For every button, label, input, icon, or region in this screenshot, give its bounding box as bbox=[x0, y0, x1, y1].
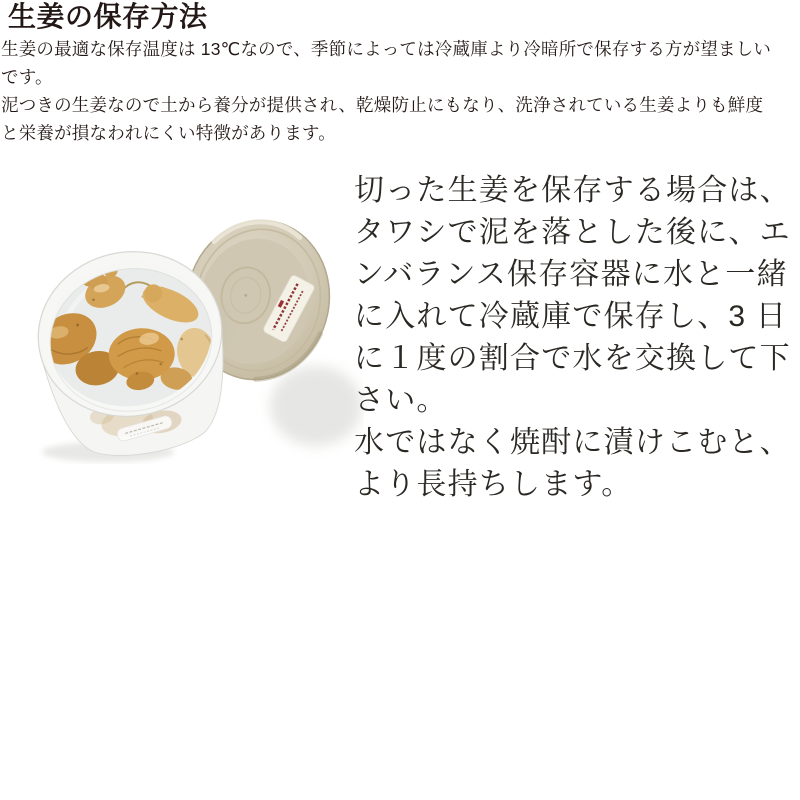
page-title: 生姜の保存方法 bbox=[8, 1, 208, 32]
body-text-line: です。 bbox=[1, 67, 53, 87]
intro-paragraph-2 bbox=[1, 91, 771, 147]
body-text-line: 泥つきの生姜なので土から養分が提供され、乾燥防止にもなり、洗浄されている生姜よりも鮮度 bbox=[1, 95, 764, 115]
caption-line: に入れて冷蔵庫で保存し、3 日 bbox=[354, 300, 788, 333]
body-text-line: と栄養が損なわれにくい特徴があります。 bbox=[1, 123, 336, 143]
intro-paragraph-1 bbox=[1, 35, 771, 91]
caption-line: タワシで泥を落とした後に、エ bbox=[354, 216, 791, 249]
ginger-container-illustration bbox=[28, 212, 364, 464]
body-text-line: 生姜の最適な保存温度は 13℃なので、季節によっては冷蔵庫より冷暗所で保存する方が望ましい bbox=[1, 39, 772, 59]
intro-paragraphs bbox=[1, 35, 771, 147]
caption-line: 水ではなく焼酎に漬けこむと、 bbox=[354, 426, 791, 459]
caption-line: ンバランス保存容器に水と一緒 bbox=[354, 258, 788, 291]
caption-line: に１度の割合で水を交換して下 bbox=[354, 342, 791, 375]
caption-line: 切った生姜を保存する場合は、 bbox=[354, 174, 791, 207]
caption-line: さい。 bbox=[354, 384, 448, 417]
photo-caption bbox=[354, 170, 800, 506]
caption-line: より長持ちします。 bbox=[354, 468, 633, 501]
ginger-container-photo bbox=[28, 212, 364, 464]
